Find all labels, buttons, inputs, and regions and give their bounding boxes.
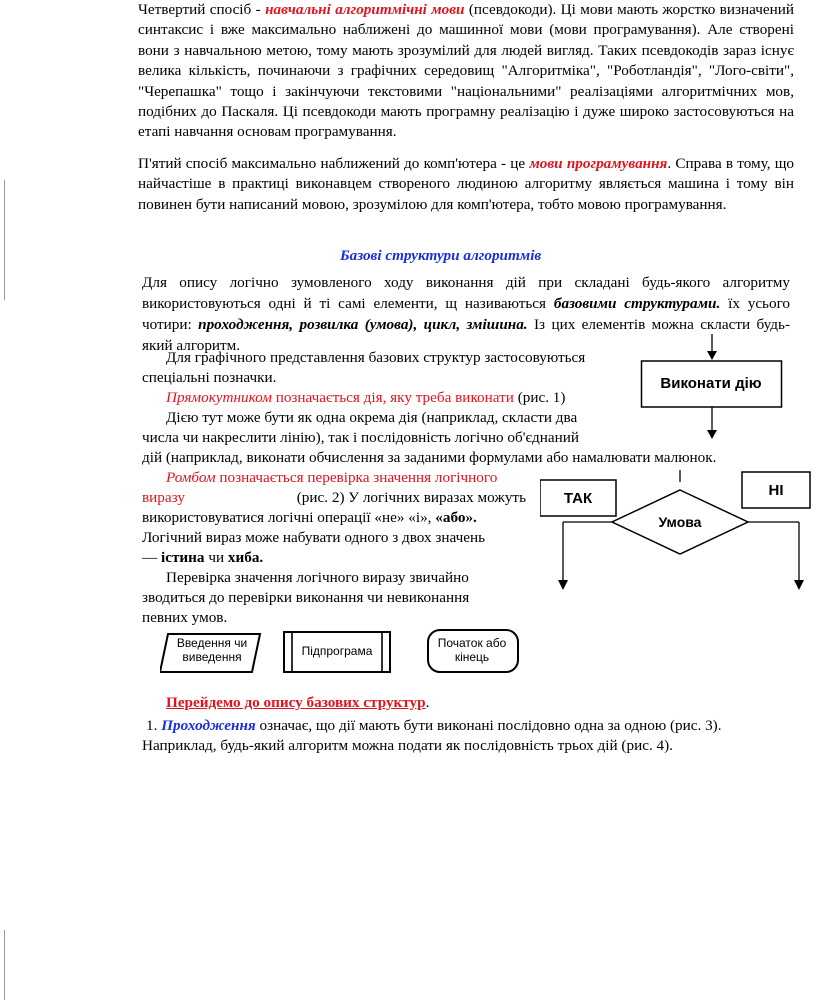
p7-dash: —: [142, 549, 158, 566]
term-rhombus: Ромбом: [166, 469, 216, 486]
condition-label: Умова: [658, 514, 702, 530]
term-basic-structures: базовими структурами.: [553, 295, 721, 312]
list-number: 1.: [146, 717, 158, 734]
p7-text-c: (рис. 2) У логічних виразах можуть: [296, 489, 526, 506]
term-rectangle: Прямокутником: [166, 389, 272, 406]
p4-line-2: спеціальні позначки.: [142, 369, 277, 386]
p1-text-a: Четвертий спосіб -: [138, 1, 261, 18]
p6-line-2: числа чи накреслити лінію), так і послідовність логічно об'єднаний: [142, 429, 579, 446]
paragraph-programming-languages: [138, 154, 794, 215]
term-educational-languages: навчальні алгоритмічні мови: [265, 1, 465, 18]
term-sequence: Проходження: [161, 717, 256, 734]
p7-text-or: чи: [208, 549, 225, 566]
action-block-label: Виконати дію: [660, 374, 762, 392]
paragraph-transition: [166, 693, 429, 713]
p3-text-a: Для опису логічно зумовленого ходу виконання дій при складані будь-якого алгоритму використовуються одні й ті самі елементи, щ називаються: [142, 274, 790, 312]
p7-line-3: [142, 508, 477, 528]
yes-label: ТАК: [563, 489, 593, 507]
paragraph-pseudocode: [138, 0, 794, 143]
subroutine-shape-label: Підпрограма: [301, 644, 373, 658]
p3-text-c: Із цих елементів можна скласти будь-який алгоритм.: [142, 316, 791, 354]
p7-line-4: Логічний вираз може набувати одного з двох значень: [142, 529, 486, 546]
transition-link-text: Перейдемо до опису базових структур: [166, 694, 426, 711]
section-heading: Базові структури алгоритмів: [340, 247, 542, 264]
p6-line-3: дій (наприклад, виконати обчислення за заданими формулами або намалювати малюнок.: [142, 449, 717, 466]
p4-line-1: Для графічного представлення базових структур застосовуються: [166, 349, 586, 366]
p6-line-1: Дією тут може бути як одна окрема дія (наприклад, скласти два: [166, 409, 578, 426]
p8-line-3: певних умов.: [142, 609, 228, 626]
terminator-shape-label: Початок або кінець: [437, 636, 507, 664]
value-false: хиба.: [227, 549, 264, 566]
p7-text-d: використовуватися логічні операції «не» «і»,: [142, 509, 432, 526]
p7-line-1: [166, 468, 497, 488]
paragraph-rectangle: [166, 388, 565, 408]
p10-text-a: означає, що дії мають бути виконані послідовно одна за одною (рис. 3).: [259, 717, 722, 734]
p5-text-a: позначається дія, яку треба виконати: [275, 389, 514, 406]
value-true: істина: [160, 549, 205, 566]
p7-text-b: виразу: [142, 489, 185, 506]
p2-text-a: П'ятий спосіб максимально наближений до комп'ютера - це: [138, 155, 526, 172]
p10-line-2: Наприклад, будь-який алгоритм можна подати як послідовність трьох дій (рис. 4).: [142, 737, 673, 754]
p7-line-5: [142, 548, 263, 568]
p8-line-1: Перевірка значення логічного виразу звичайно: [166, 569, 469, 586]
p5-text-b: (рис. 1): [517, 389, 566, 406]
p7-text-a: позначається перевірка значення логічного: [219, 469, 498, 486]
p7-line-2: [142, 488, 526, 508]
p2-text-b: . Справа в тому, що найчастіше в практиці виконавцем створеного людиною алгоритму являється машина і тому він повинен бути написаний мовою, зрозумілою для комп'ютера, тобто мовою програмування.: [138, 155, 795, 213]
term-programming-languages: мови програмування: [529, 155, 668, 172]
scan-margin-mark: [4, 180, 5, 300]
term-four-structures: проходження, розвилка (умова), цикл, змішина.: [198, 316, 528, 333]
transition-dot: .: [425, 694, 430, 711]
no-label: НІ: [768, 481, 784, 499]
scan-margin-mark: [4, 930, 5, 1000]
p7-text-e: «або».: [435, 509, 477, 526]
p8-line-2: зводиться до перевірки виконання чи невиконання: [142, 589, 470, 606]
io-shape-label: Введення чи виведення: [176, 636, 248, 664]
p3-text-b: їх усього чотири:: [142, 295, 791, 333]
p1-text-b: (псевдокоди). Ці мови мають жорстко визначений синтаксис і вже максимально наближені до машинної мови (мови програмування). Але створені вони з навчальною метою, тому мають зрозумілий для людей вигляд. Таких псевдокодів зараз існує велика кількість, починаючи з графічних середовищ "Алгоритміка", "Роботландія", "Лого-світи", "Черепашка" тощо і закінчуючи текстовими "національними" реалізаціями алгоритмічних мов, подібних до Паскаля. Ці псевдокоди мають програмну реалізацію і дуже широко застосовуються на етапі навчання основам програмування.: [138, 1, 794, 141]
p10-line-1: [146, 716, 722, 736]
